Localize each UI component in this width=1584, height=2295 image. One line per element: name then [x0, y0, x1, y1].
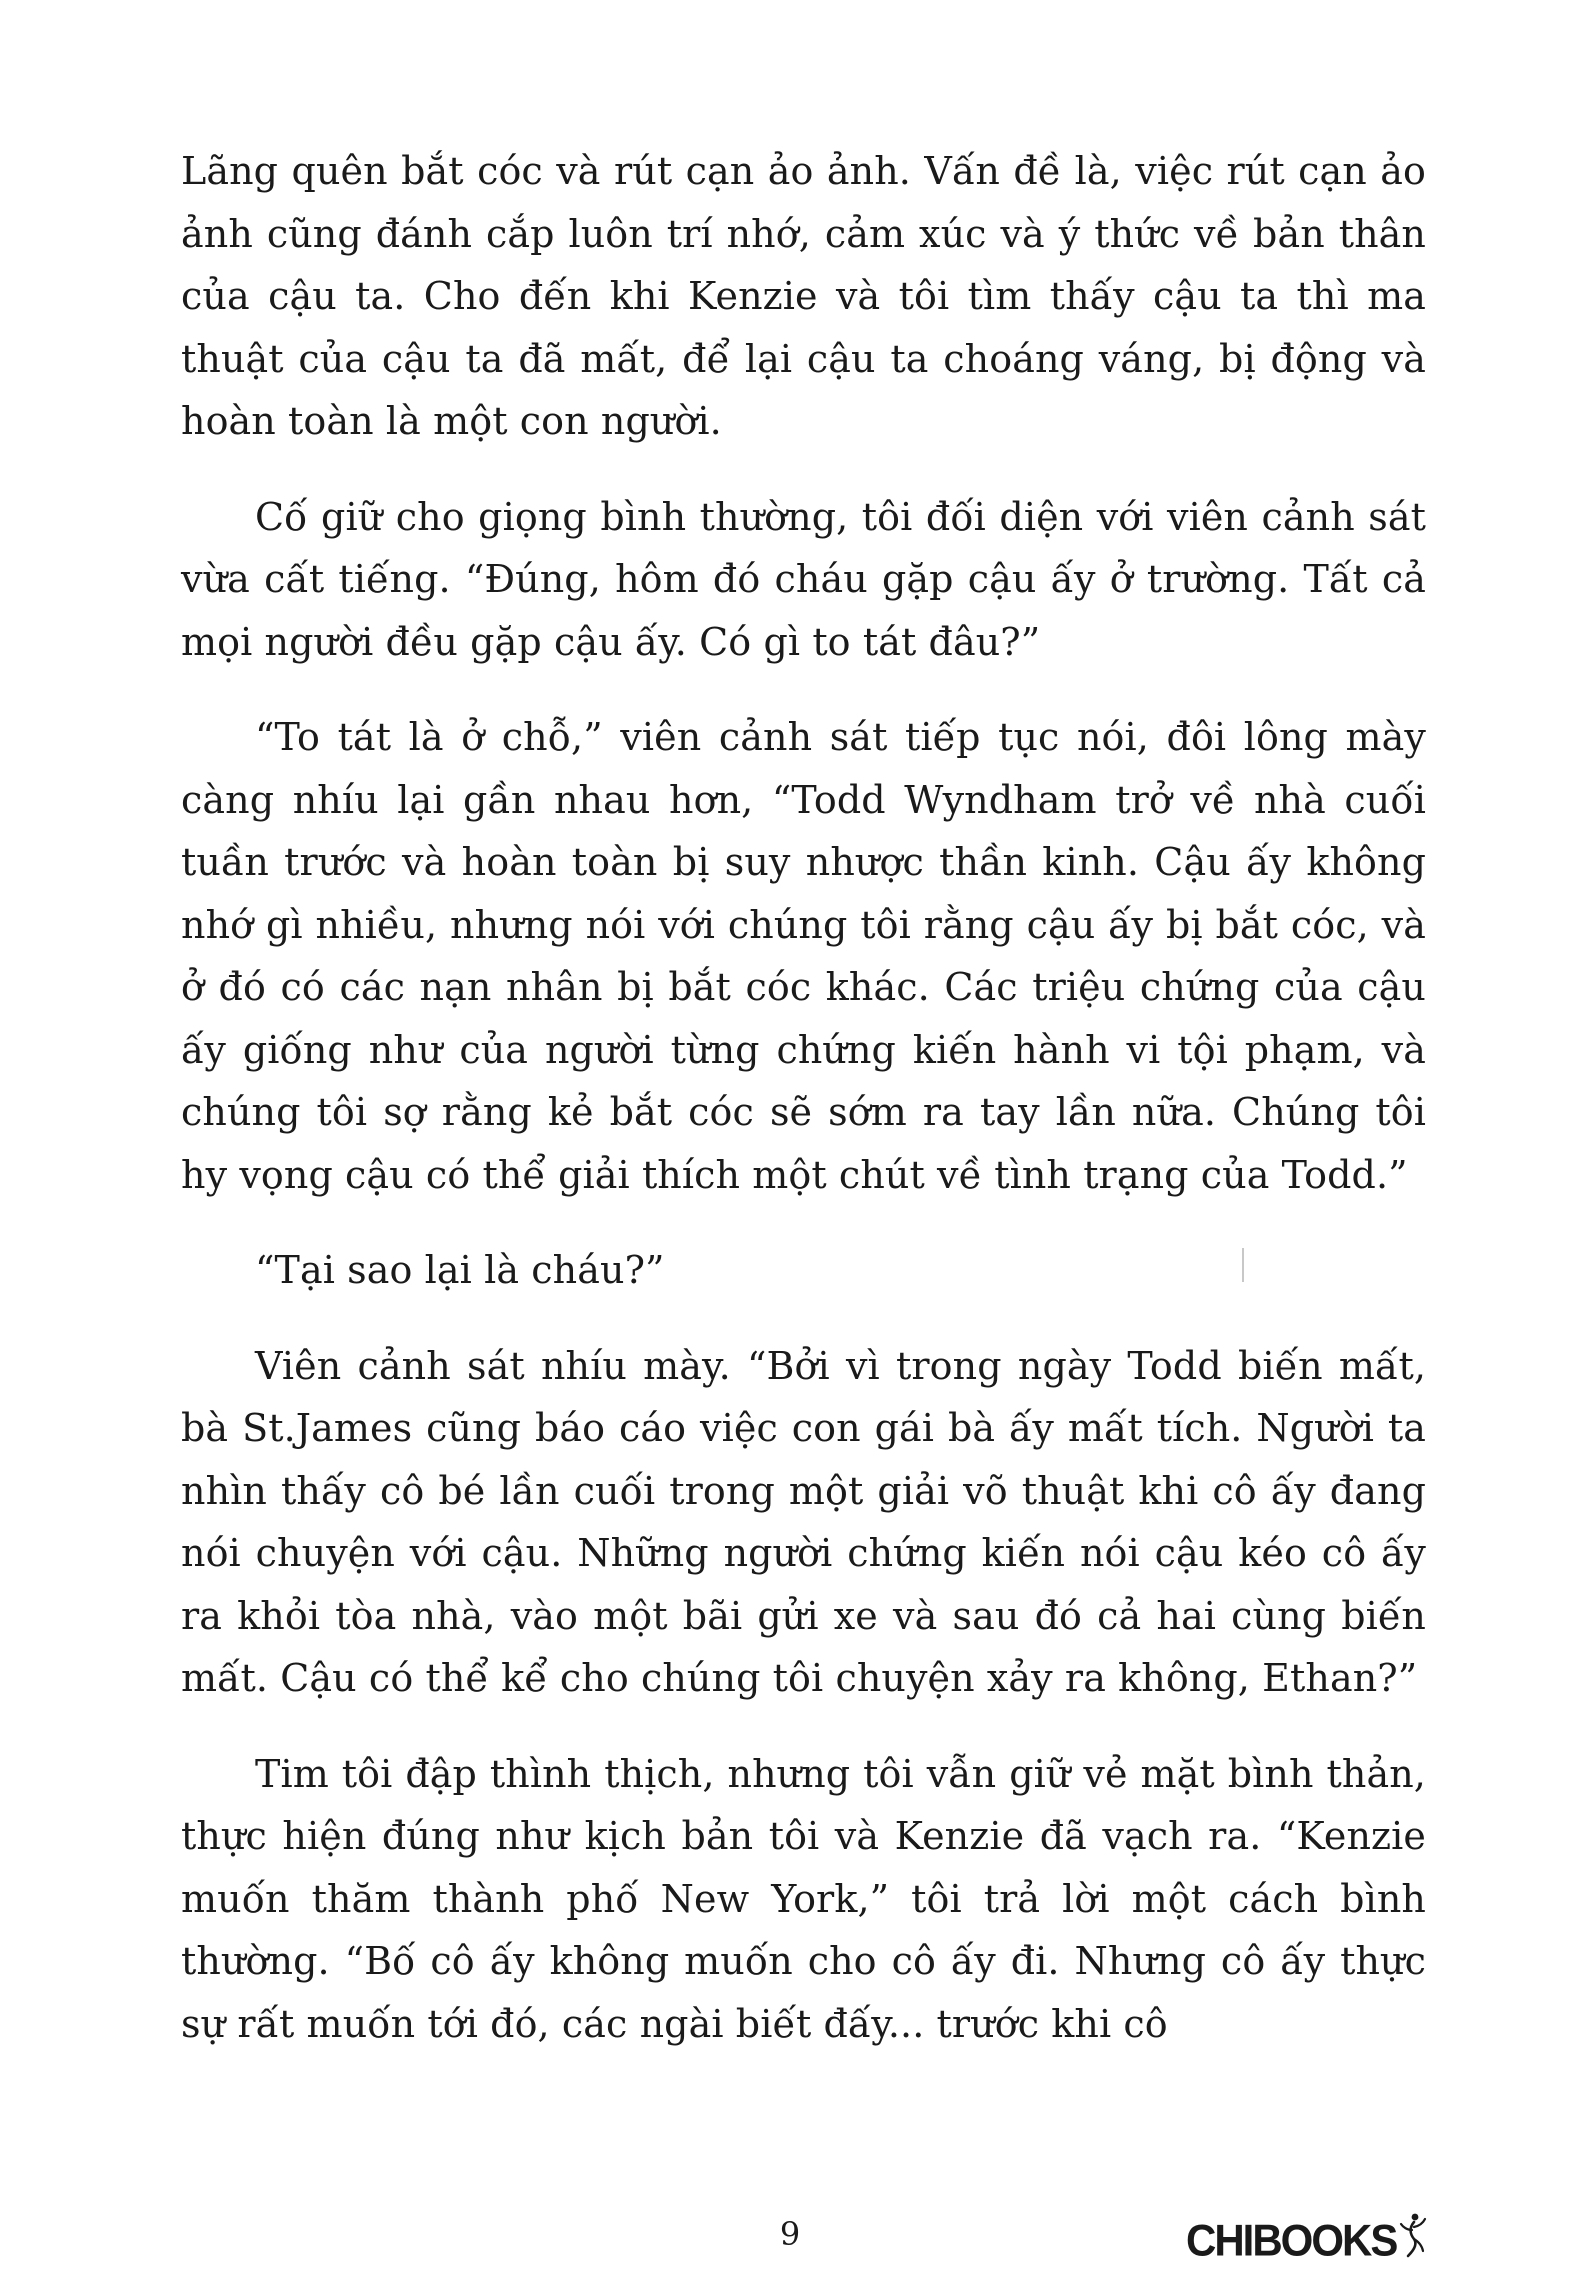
- page-number: 9: [779, 2215, 801, 2253]
- publisher-figure-icon: [1398, 2212, 1428, 2258]
- margin-mark: [1242, 1248, 1244, 1282]
- paragraph-3: “To tát là ở chỗ,” viên cảnh sát tiếp tục nói, đôi lông mày càng nhíu lại gần nhau hơn, “Todd Wyndham trở về nhà cuối tuần trước và hoàn toàn bị suy nhược thần kinh. Cậu ấy không nhớ gì nhiều, nhưng nói với chúng tôi rằng cậu ấy bị bắt cóc, và ở đó có các nạn nhân bị bắt cóc khác. Các triệu chứng của cậu ấy giống như của người từng chứng kiến hành vi tội phạm, và chúng tôi sợ rằng kẻ bắt cóc sẽ sớm ra tay lần nữa. Chúng tôi hy vọng cậu có thể giải thích một chút về tình trạng của Todd.”: [181, 715, 1426, 1197]
- paragraph-1: Lãng quên bắt cóc và rút cạn ảo ảnh. Vấn đề là, việc rút cạn ảo ảnh cũng đánh cắp luôn trí nhớ, cảm xúc và ý thức về bản thân của cậu ta. Cho đến khi Kenzie và tôi tìm thấy cậu ta thì ma thuật của cậu ta đã mất, để lại cậu ta choáng váng, bị động và hoàn toàn là một con người.: [181, 149, 1426, 443]
- body-text: [181, 140, 1426, 2088]
- paragraph-6: Tim tôi đập thình thịch, nhưng tôi vẫn giữ vẻ mặt bình thản, thực hiện đúng như kịch bản tôi và Kenzie đã vạch ra. “Kenzie muốn thăm thành phố New York,” tôi trả lời một cách bình thường. “Bố cô ấy không muốn cho cô ấy đi. Nhưng cô ấy thực sự rất muốn tới đó, các ngài biết đấy... trước khi cô: [181, 1751, 1426, 2046]
- paragraph-2: Cố giữ cho giọng bình thường, tôi đối diện với viên cảnh sát vừa cất tiếng. “Đúng, hôm đó cháu gặp cậu ấy ở trường. Tất cả mọi người đều gặp cậu ấy. Có gì to tát đâu?”: [181, 494, 1426, 664]
- publisher-wordmark: CHIBOOKS: [1186, 2215, 1397, 2266]
- publisher-logo: [1186, 2196, 1428, 2266]
- paragraph-4: “Tại sao lại là cháu?”: [255, 1248, 665, 1292]
- paragraph-5: Viên cảnh sát nhíu mày. “Bởi vì trong ngày Todd biến mất, bà St.James cũng báo cáo việc con gái bà ấy mất tích. Người ta nhìn thấy cô bé lần cuối trong một giải võ thuật khi cô ấy đang nói chuyện với cậu. Những người chứng kiến nói cậu kéo cô ấy ra khỏi tòa nhà, vào một bãi gửi xe và sau đó cả hai cùng biến mất. Cậu có thể kể cho chúng tôi chuyện xảy ra không, Ethan?”: [181, 1343, 1426, 1700]
